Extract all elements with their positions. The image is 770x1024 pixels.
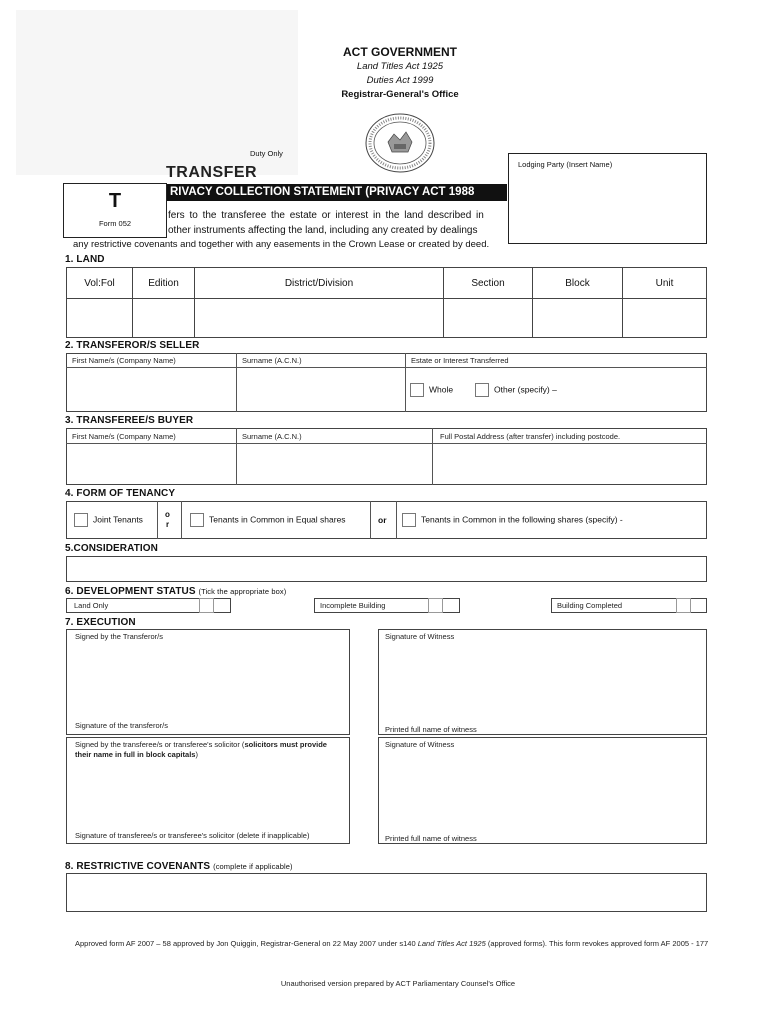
signed-by-transferor-label: Signed by the Transferor/s [75, 632, 163, 641]
land-col-district: District/Division [195, 268, 444, 299]
land-col-block: Block [533, 268, 623, 299]
transferor-estate-label: Estate or Interest Transferred [411, 356, 509, 365]
unauthorised-note: Unauthorised version prepared by ACT Parliamentary Counsel's Office [280, 979, 516, 988]
transferor-divider-2 [405, 353, 406, 412]
tenancy-divider-4 [396, 501, 397, 539]
estate-whole-option[interactable]: Whole [410, 383, 453, 397]
development-note: (Tick the appropriate box) [198, 587, 287, 596]
land-only-checkbox[interactable] [199, 598, 214, 613]
land-unit-input[interactable] [623, 299, 707, 338]
transferor-firstname-input[interactable] [67, 368, 235, 411]
body-line-3: any restrictive covenants and together with any easements in the Crown Lease or created by deed. [73, 239, 490, 250]
covenants-heading: 8. RESTRICTIVE COVENANTS (complete if applicable) [65, 861, 293, 872]
transferee-surname-input[interactable] [237, 444, 431, 484]
land-edition-input[interactable] [133, 299, 195, 338]
witness-signature-label-2: Signature of Witness [385, 740, 455, 749]
transferor-signature-label: Signature of the transferor/s [75, 721, 168, 730]
land-col-section: Section [444, 268, 533, 299]
transferee-heading: 3. TRANSFEREE/S BUYER [65, 415, 194, 426]
land-volfol-input[interactable] [67, 299, 133, 338]
covenants-note: (complete if applicable) [213, 862, 293, 871]
transferor-signature-box[interactable] [66, 629, 350, 735]
equal-shares-option[interactable]: Tenants in Common in Equal shares [190, 513, 346, 527]
body-line-1: fers to the transferee the estate or interest in the land described in [168, 210, 484, 221]
land-col-volfol: Vol:Fol [67, 268, 133, 299]
covenants-input[interactable] [66, 873, 707, 912]
joint-tenants-option[interactable]: Joint Tenants [74, 513, 143, 527]
specified-shares-checkbox[interactable] [402, 513, 416, 527]
joint-tenants-checkbox[interactable] [74, 513, 88, 527]
tenancy-divider-3 [370, 501, 371, 539]
specified-shares-option[interactable]: Tenants in Common in the following shares (specify) - [402, 513, 623, 527]
privacy-banner-text: RIVACY COLLECTION STATEMENT (PRIVACY ACT 1988 [170, 186, 475, 198]
transferor-firstname-label: First Name/s (Company Name) [72, 356, 176, 365]
transferee-firstname-label: First Name/s (Company Name) [72, 432, 176, 441]
land-section-input[interactable] [444, 299, 533, 338]
equal-shares-checkbox[interactable] [190, 513, 204, 527]
duties-act: Duties Act 1999 [366, 75, 434, 86]
estate-other-checkbox[interactable] [475, 383, 489, 397]
execution-heading: 7. EXECUTION [65, 617, 136, 628]
registrar-office: Registrar-General's Office [341, 89, 459, 100]
transferee-signature-label: Signature of transferee/s or transferee's solicitor (delete if inapplicable) [75, 831, 310, 840]
land-titles-act: Land Titles Act 1925 [356, 61, 444, 72]
or-connector-o: o [165, 510, 170, 519]
land-only-label: Land Only [74, 601, 109, 610]
transferee-firstname-input[interactable] [67, 444, 235, 484]
witness-signature-label-1: Signature of Witness [385, 632, 455, 641]
transferor-heading: 2. TRANSFEROR/S SELLER [65, 340, 200, 351]
incomplete-building-label: Incomplete Building [320, 601, 386, 610]
building-completed-label: Building Completed [557, 601, 623, 610]
approval-note: Approved form AF 2007 – 58 approved by Jon Quiggin, Registrar-General on 22 May 2007 under s140 Land Titles Act 1925 (approved forms). This form revokes approved form AF 2005 - 177 [75, 939, 709, 948]
estate-other-option[interactable]: Other (specify) – [475, 383, 557, 397]
estate-whole-checkbox[interactable] [410, 383, 424, 397]
tenancy-divider-1 [157, 501, 158, 539]
or-connector-r: r [166, 520, 170, 529]
witness-signature-box-2[interactable] [378, 737, 707, 844]
duty-only-label: Duty Only [250, 149, 283, 158]
form-title: TRANSFER [166, 164, 258, 181]
land-block-input[interactable] [533, 299, 623, 338]
government-title: ACT GOVERNMENT [343, 45, 457, 59]
transferee-address-label: Full Postal Address (after transfer) including postcode. [440, 432, 621, 441]
witness-printed-name-label-2: Printed full name of witness [385, 834, 477, 843]
consideration-input[interactable] [66, 556, 707, 582]
act-seal-icon [364, 112, 436, 174]
witness-signature-box-1[interactable] [378, 629, 707, 735]
or-connector-2: or [378, 515, 387, 525]
tenancy-heading: 4. FORM OF TENANCY [65, 488, 176, 499]
body-line-2: other instruments affecting the land, including any created by dealings [168, 225, 478, 236]
form-number: Form 052 [98, 219, 132, 228]
land-table [66, 267, 707, 338]
witness-printed-name-label-1: Printed full name of witness [385, 725, 477, 734]
land-col-unit: Unit [623, 268, 707, 299]
land-heading: 1. LAND [65, 254, 105, 265]
building-completed-checkbox[interactable] [676, 598, 691, 613]
land-col-edition: Edition [133, 268, 195, 299]
tenancy-divider-2 [181, 501, 182, 539]
transferee-address-input[interactable] [433, 444, 706, 484]
transferee-surname-label: Surname (A.C.N.) [242, 432, 302, 441]
lodging-party-label: Lodging Party (Insert Name) [518, 160, 613, 169]
signed-by-transferee-label: Signed by the transferee/s or transferee's solicitor (solicitors must provide their name in full in block capitals) [75, 740, 327, 759]
transferor-surname-label: Surname (A.C.N.) [242, 356, 302, 365]
land-district-input[interactable] [195, 299, 444, 338]
transferor-surname-input[interactable] [237, 368, 404, 411]
form-letter: T [108, 190, 122, 212]
incomplete-building-checkbox[interactable] [428, 598, 443, 613]
consideration-heading: 5.CONSIDERATION [65, 543, 158, 554]
development-heading: 6. DEVELOPMENT STATUS (Tick the appropriate box) [65, 586, 287, 597]
